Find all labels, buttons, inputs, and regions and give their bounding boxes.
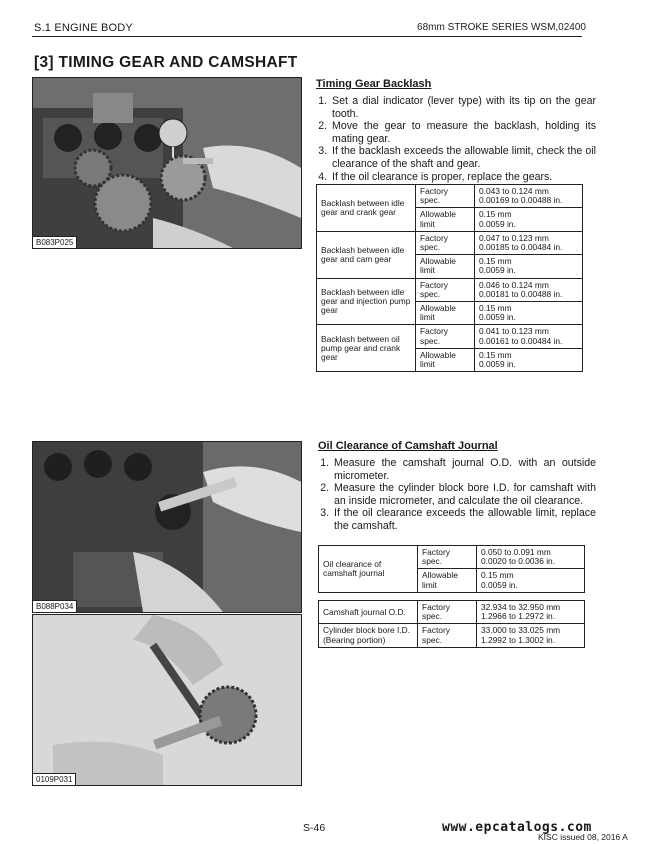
timing-gear-photo [32,77,302,249]
issue-note: KISC issued 08, 2016 A [538,832,628,842]
list-item: 1. Measure the camshaft journal O.D. with an outside micrometer. [332,457,596,482]
oil-heading: Oil Clearance of Camshaft Journal [318,440,498,452]
allow-value: 0.15 mm 0.0059 in. [475,302,583,325]
backlash-steps [316,95,596,183]
factory-value: 0.046 to 0.124 mm 0.00181 to 0.00488 in. [475,278,583,301]
list-item: 3. If the oil clearance exceeds the allowable limit, replace the camshaft. [332,507,596,532]
item-cell: Oil clearance of camshaft journal [319,546,418,593]
list-item: 2. Measure the cylinder block bore I.D. for camshaft with an inside micrometer, and calculate the oil clearance. [332,482,596,507]
camshaft-micrometer-illustration [33,615,301,785]
factory-value: 33.000 to 33.025 mm 1.2992 to 1.3002 in. [477,624,585,647]
header-rule [32,36,582,37]
item-cell: Cylinder block bore I.D. (Bearing portion) [319,624,418,647]
factory-label: Factory spec. [416,231,475,254]
timing-gear-illustration [33,78,301,248]
item-cell: Backlash between oil pump gear and crank gear [317,325,416,372]
factory-label: Factory spec. [416,325,475,348]
allow-value: 0.15 mm 0.0059 in. [475,348,583,371]
item-cell: Backlash between idle gear and crank gear [317,185,416,232]
table-row [317,278,583,301]
allow-value: 0.15 mm 0.0059 in. [475,255,583,278]
allow-label: Allowable limit [418,569,477,592]
oil-steps [318,457,596,533]
photo-label: B083P025 [33,236,77,248]
watermark-url: www.epcatalogs.com [442,820,592,835]
list-item: 3. If the backlash exceeds the allowable limit, check the oil clearance of the shaft and gear. [330,145,596,170]
list-item: 2. Move the gear to measure the backlash, holding its mating gear. [330,120,596,145]
page-number: S-46 [303,822,326,834]
photo-label: B088P034 [33,600,77,612]
header-series: 68mm STROKE SERIES WSM,02400 [417,22,586,33]
section-title: [3] TIMING GEAR AND CAMSHAFT [34,54,298,71]
backlash-spec-table [316,184,583,372]
allow-label: Allowable limit [416,348,475,371]
factory-value: 32.934 to 32.950 mm 1.2966 to 1.2972 in. [477,601,585,624]
factory-value: 0.047 to 0.123 mm 0.00185 to 0.00484 in. [475,231,583,254]
camshaft-journal-photo [32,614,302,786]
list-item: 4. If the oil clearance is proper, replace the gears. [330,171,596,184]
factory-label: Factory spec. [416,278,475,301]
photo-label: 0109P031 [33,773,76,785]
backlash-heading: Timing Gear Backlash [316,78,432,90]
factory-label: Factory spec. [416,185,475,208]
factory-label: Factory spec. [418,546,477,569]
item-cell: Backlash between idle gear and cam gear [317,231,416,278]
factory-value: 0.050 to 0.091 mm 0.0020 to 0.0036 in. [477,546,585,569]
item-cell: Backlash between idle gear and injection pump gear [317,278,416,325]
camshaft-block-photo [32,441,302,613]
item-cell: Camshaft journal O.D. [319,601,418,624]
header-section: S.1 ENGINE BODY [34,22,133,34]
oil-clearance-table [318,545,585,593]
table-row [317,185,583,208]
allow-label: Allowable limit [416,302,475,325]
table-row [317,325,583,348]
journal-bore-table [318,600,585,648]
allow-value: 0.15 mm 0.0059 in. [477,569,585,592]
table-row [317,231,583,254]
allow-label: Allowable limit [416,255,475,278]
factory-value: 0.043 to 0.124 mm 0.00169 to 0.00488 in. [475,185,583,208]
allow-label: Allowable limit [416,208,475,231]
micrometer-block-illustration [33,442,301,612]
list-item: 1. Set a dial indicator (lever type) with its tip on the gear tooth. [330,95,596,120]
factory-label: Factory spec. [418,624,477,647]
factory-value: 0.041 to 0.123 mm 0.00161 to 0.00484 in. [475,325,583,348]
factory-label: Factory spec. [418,601,477,624]
allow-value: 0.15 mm 0.0059 in. [475,208,583,231]
